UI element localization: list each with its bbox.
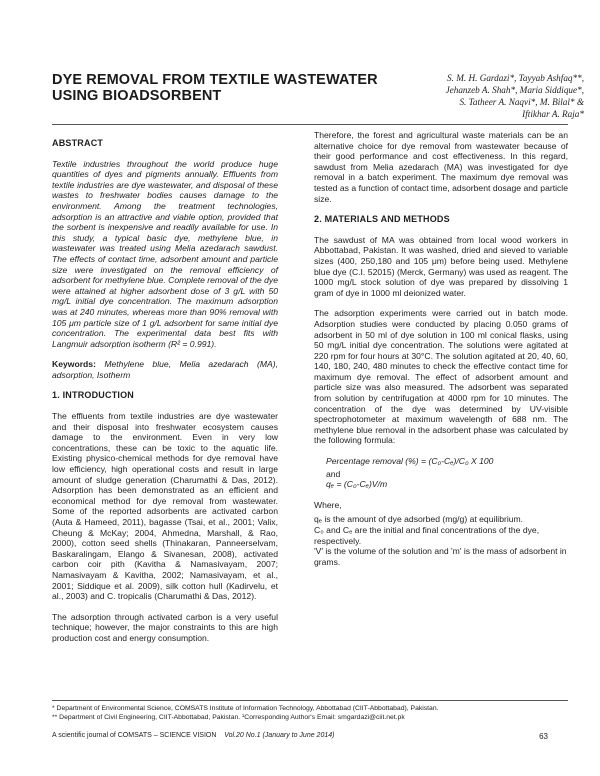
footnotes [52, 704, 572, 722]
formula-connector: and [326, 468, 341, 479]
footnote-affiliation-2: ** Department of Civil Engineering, CIIT-Abbottabad, Pakistan. ¹Corresponding Author's Email: smgardazi@ciit.net.pk [52, 714, 405, 721]
right-column [314, 130, 568, 567]
author-line: S. Tatheer A. Naqvi*, M. Bilal* & [459, 97, 584, 107]
section-heading-introduction: 1. INTRODUCTION [52, 390, 135, 401]
definition-concentrations: C₀ and Cₑ are the initial and final concentrations of the dye, respectively. [314, 525, 540, 546]
paragraph: The adsorption experiments were carried out in batch mode. Adsorption studies were conducted by placing 0.050 grams of adsorbent in 50 ml of dye solution in 100 ml conical flasks, using 50 mg/L initial dye concentration. The solutions were agitated at 220 rpm for four hours at 30°C. The solution agitated at 20, 40, 60, 140, 180, 240, 480 minutes to check the effective contact time for maximum dye removal. The effect of adsorbent amount and particle size was also measured. The adsorbent was separated from solution by centrifugation at 4000 rpm for 10 minutes. The concentration of the dye was determined by UV-visible spectrophotometer at maximum wavelength of 688 nm. The methylene blue removal in the adsorbent phase was calculated by the following formula: [314, 308, 568, 446]
author-line: S. M. H. Gardazi*, Tayyab Ashfaq**, [447, 73, 584, 83]
definitions-intro: Where, [314, 499, 342, 510]
page-footer [52, 732, 548, 739]
author-list [384, 72, 584, 120]
author-line: Jehanzeb A. Shah*, Maria Siddique*, [445, 85, 584, 95]
paragraph: Therefore, the forest and agricultural waste materials can be an alternative choice for dye removal from wastewater because of their good performance and cost effectiveness. In this regard, sawdust from Melia azedarach (MA) was investigated for dye removal in a batch experiment. The maximum dye removal was tested as a function of contact time, adsorbent dosage and particle size. [314, 130, 568, 204]
footnote-divider [52, 700, 568, 701]
abstract-text: Textile industries throughout the world produce huge quantities of dyes and pigments annually. Effluents from textile industries are dye wastewater, and disposal of these wastes to freshwater bodies causes damage to the environment. Among the treatment technologies, adsorption is an attractive and viable option, provided that the sorbent is inexpensive and readily available for use. In this study, a typical basic dye, methylene blue, in wastewater was treated using Melia azedarach sawdust. The effects of contact time, adsorbent amount and particle size were investigated on the removal efficiency of adsorbent for methylene blue. Complete removal of the dye were attained at higher adsorbent dose of 3 g/L with 50 mg/L initial dye concentration. The maximum adsorption was at 240 minutes, whereas more than 90% removal with 105 μm particle size of 1 g/L adsorbent for same initial dye concentration. The experimental data best fits with Langmuir adsorption isotherm (R² = 0.991). [52, 158, 278, 349]
page-number: 63 [539, 732, 548, 741]
keywords-text: Methylene blue, Melia azedarach (MA), adsorption, Isotherm [52, 359, 278, 380]
definition-volume-mass: 'V' is the volume of the solution and 'm' is the mass of adsorbent in grams. [314, 546, 567, 567]
paragraph: The effluents from textile industries are dye wastewater and their disposal into freshwater ecosystem causes damage to the environment. Even in very low concentrations, these can be toxic to the aquatic life. Existing physico-chemical methods for dye removal have low efficiency, high operational costs and result in large amount of sludge generation (Charumathi & Das, 2012). Adsorption has been demonstrated as an efficient and economical method for dye removal from wastewater. Some of the reported adsorbents are activated carbon (Auta & Hameed, 2011), bagasse (Tsai, et al., 2001; Valix, Cheung & McKay; 2004, Ahmedna, Marshall, & Rao, 2000), cotton seed shells (Thinakaran, Panneerselvam, Baskaralingam, Elango & Sivanesan, 2008), activated carbon coir pith (Kavitha & Namasivayam, 2007; Namasivayam & Kavitha, 2002; Namasivayam, et al., 2001; Siddique et al. 2009), silk cotton hull (Kadirvelu, et al., 2003) and C. tropicalis (Charumathi & Das, 2012). [52, 411, 278, 602]
footnote-affiliation-1: * Department of Environmental Science, COMSATS Institute of Information Technology, Abbottabad (CIIT-Abbottabad), Pakistan. [52, 705, 439, 712]
abstract-heading: ABSTRACT [52, 138, 104, 148]
header-divider [52, 124, 568, 125]
keywords [52, 359, 278, 380]
formula-percentage-removal: Percentage removal (%) = (C₀-Cₑ)/C₀ X 100 [326, 456, 494, 467]
journal-volume: Vol.20 No.1 (January to June 2014) [224, 732, 335, 739]
paper-title: DYE REMOVAL FROM TEXTILE WASTEWATER USING BIOADSORBENT [52, 72, 378, 104]
abstract-section [52, 159, 278, 350]
paragraph: The sawdust of MA was obtained from local wood workers in Abbottabad, Pakistan. It was washed, dried and sieved to variable sizes (400, 250,180 and 105 μm) before being used. Methylene blue dye (C.I. 52015) (Merck, Germany) was used as reagent. The 1000 mg/L stock solution of dye was prepared by dissolving 1 gram of dye in 1000 ml deionized water. [314, 234, 568, 298]
section-heading-methods: 2. MATERIALS AND METHODS [314, 214, 450, 225]
author-line: Iftikhar A. Raja* [522, 109, 584, 119]
formula-adsorbed-amount: qₑ = (C₀-Cₑ)V/m [326, 479, 388, 490]
definition-qe: qₑ is the amount of dye adsorbed (mg/g) at equilibrium. [314, 514, 524, 525]
keywords-label: Keywords: [52, 359, 96, 370]
paragraph: The adsorption through activated carbon is a very useful technique; however, the major constraints to this are high production cost and energy consumption. [52, 611, 278, 643]
journal-name: A scientific journal of COMSATS – SCIENCE VISION [52, 732, 217, 739]
left-column [52, 130, 278, 654]
